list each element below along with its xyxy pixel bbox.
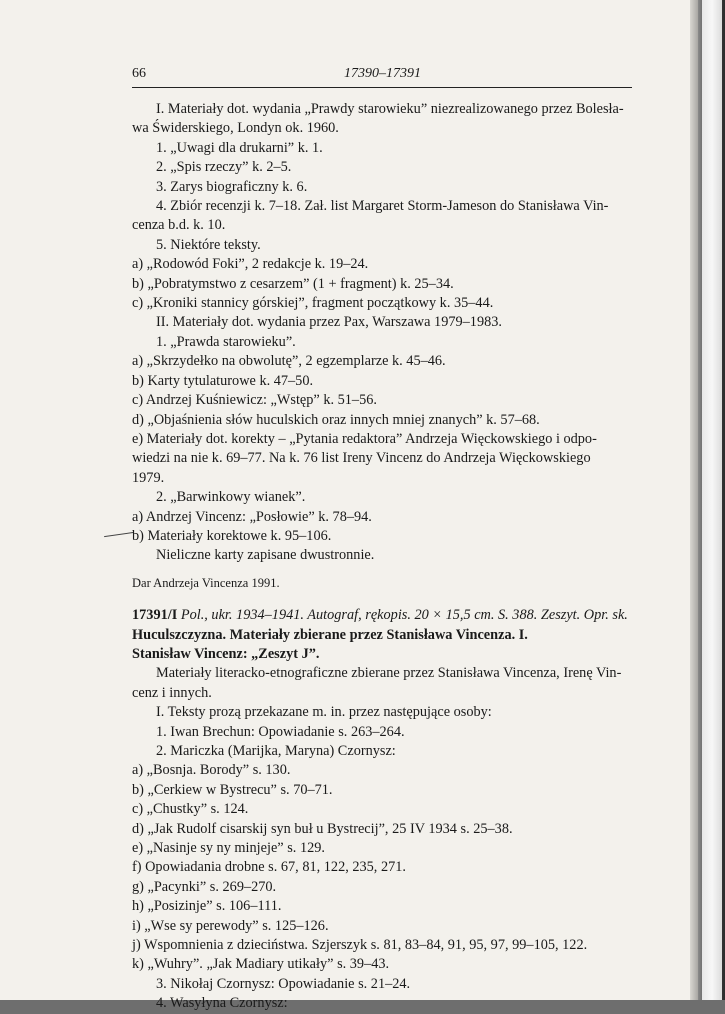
text-line: 2. „Spis rzeczy” k. 2–5. — [156, 159, 292, 176]
text-line: c) „Kroniki stannicy górskiej”, fragment początkowy k. 35–44. — [132, 295, 494, 312]
entry-title: Stanisław Vincenz: „Zeszyt J”. — [132, 645, 320, 662]
text-line: I. Materiały dot. wydania „Prawdy starowieku” niezrealizowanego przez Bolesła- — [156, 101, 624, 117]
text-line: b) „Pobratymstwo z cesarzem” (1 + fragment) k. 25–34. — [132, 275, 454, 292]
entry-heading — [132, 606, 632, 625]
entry-signature: 17391/I — [132, 607, 178, 624]
text-line: e) Materiały dot. korekty – „Pytania redaktora” Andrzeja Więckowskiego i odpo- — [132, 430, 597, 447]
text-line: 2. Mariczka (Marijka, Maryna) Czornysz: — [156, 743, 396, 759]
text-line: Materiały literacko-etnograficzne zbierane przez Stanisława Vincenza, Irenę Vin- — [156, 665, 622, 682]
page-content — [132, 100, 632, 1014]
text-line: a) „Bosnja. Borody” s. 130. — [132, 762, 291, 779]
text-line: e) „Nasinje sy ny minjeje” s. 129. — [132, 840, 325, 857]
text-line: I. Teksty prozą przekazane m. in. przez następujące osoby: — [156, 704, 492, 721]
header-range: 17390–17391 — [344, 66, 421, 81]
text-line: b) „Cerkiew w Bystrecu” s. 70–71. — [132, 781, 333, 798]
text-line: Nieliczne karty zapisane dwustronnie. — [156, 547, 375, 564]
text-line: b) Materiały korektowe k. 95–106. — [132, 527, 332, 544]
provenance-note: Dar Andrzeja Vincenza 1991. — [132, 575, 280, 590]
text-line: wiedzi na nie k. 69–77. Na k. 76 list Ireny Vincenz do Andrzeja Więckowskiego — [132, 450, 591, 467]
text-line: 1979. — [132, 469, 165, 486]
text-line: cenza b.d. k. 10. — [132, 217, 226, 234]
text-line: c) Andrzej Kuśniewicz: „Wstęp” k. 51–56. — [132, 392, 377, 409]
text-line: II. Materiały dot. wydania przez Pax, Warszawa 1979–1983. — [156, 314, 502, 331]
text-line: k) „Wuhry”. „Jak Madiary utikały” s. 39–43. — [132, 956, 390, 973]
text-line: b) Karty tytulaturowe k. 47–50. — [132, 372, 314, 389]
text-line: a) „Rodowód Foki”, 2 redakcje k. 19–24. — [132, 256, 369, 273]
page-shadow — [690, 0, 698, 1000]
text-line: 3. Nikołaj Czornysz: Opowiadanie s. 21–24. — [156, 975, 411, 992]
text-line: 4. Wasyłyna Czornysz: — [156, 995, 288, 1012]
text-line: cenz i innych. — [132, 684, 212, 701]
header-rule — [132, 87, 632, 88]
text-line: 3. Zarys biograficzny k. 6. — [156, 178, 308, 195]
text-line: 1. „Prawda starowieku”. — [156, 333, 296, 350]
scan-edge-strip — [702, 0, 722, 1000]
text-line: f) Opowiadania drobne s. 67, 81, 122, 235, 271. — [132, 859, 406, 876]
text-line: a) Andrzej Vincenz: „Posłowie” k. 78–94. — [132, 508, 372, 525]
entry-title: Huculszczyzna. Materiały zbierane przez Stanisława Vincenza. I. — [132, 626, 528, 643]
text-line: a) „Skrzydełko na obwolutę”, 2 egzemplarze k. 45–46. — [132, 353, 446, 370]
text-line: 1. Iwan Brechun: Opowiadanie s. 263–264. — [156, 723, 405, 740]
text-line: wa Świderskiego, Londyn ok. 1960. — [132, 120, 339, 137]
text-line: c) „Chustky” s. 124. — [132, 801, 249, 818]
text-line: h) „Posizinje” s. 106–111. — [132, 898, 282, 915]
text-line: j) Wspomnienia z dzieciństwa. Szjerszyk s. 81, 83–84, 91, 95, 97, 99–105, 122. — [132, 937, 588, 954]
text-line: i) „Wse sy perewody” s. 125–126. — [132, 917, 329, 934]
text-line: 2. „Barwinkowy wianek”. — [156, 489, 306, 506]
spacer — [132, 566, 632, 574]
spacer — [132, 593, 632, 606]
entry-17391 — [132, 606, 632, 1014]
text-line: d) „Objaśnienia słów huculskich oraz innych mniej znanych” k. 57–68. — [132, 411, 540, 428]
text-line: 4. Zbiór recenzji k. 7–18. Zał. list Margaret Storm-Jameson do Stanisława Vin- — [156, 198, 609, 215]
text-line: 5. Niektóre teksty. — [156, 236, 261, 253]
page-header — [132, 66, 632, 88]
text-line: 1. „Uwagi dla drukarni” k. 1. — [156, 139, 323, 156]
entry-meta: Pol., ukr. 1934–1941. Autograf, rękopis. 20 × 15,5 cm. S. 388. Zeszyt. Opr. sk. — [180, 607, 628, 624]
text-line: g) „Pacynki” s. 269–270. — [132, 878, 277, 895]
entry-17390-continuation — [132, 100, 632, 593]
page-number: 66 — [132, 66, 146, 81]
text-line: d) „Jak Rudolf cisarskij syn buł u Bystrecij”, 25 IV 1934 s. 25–38. — [132, 820, 513, 837]
